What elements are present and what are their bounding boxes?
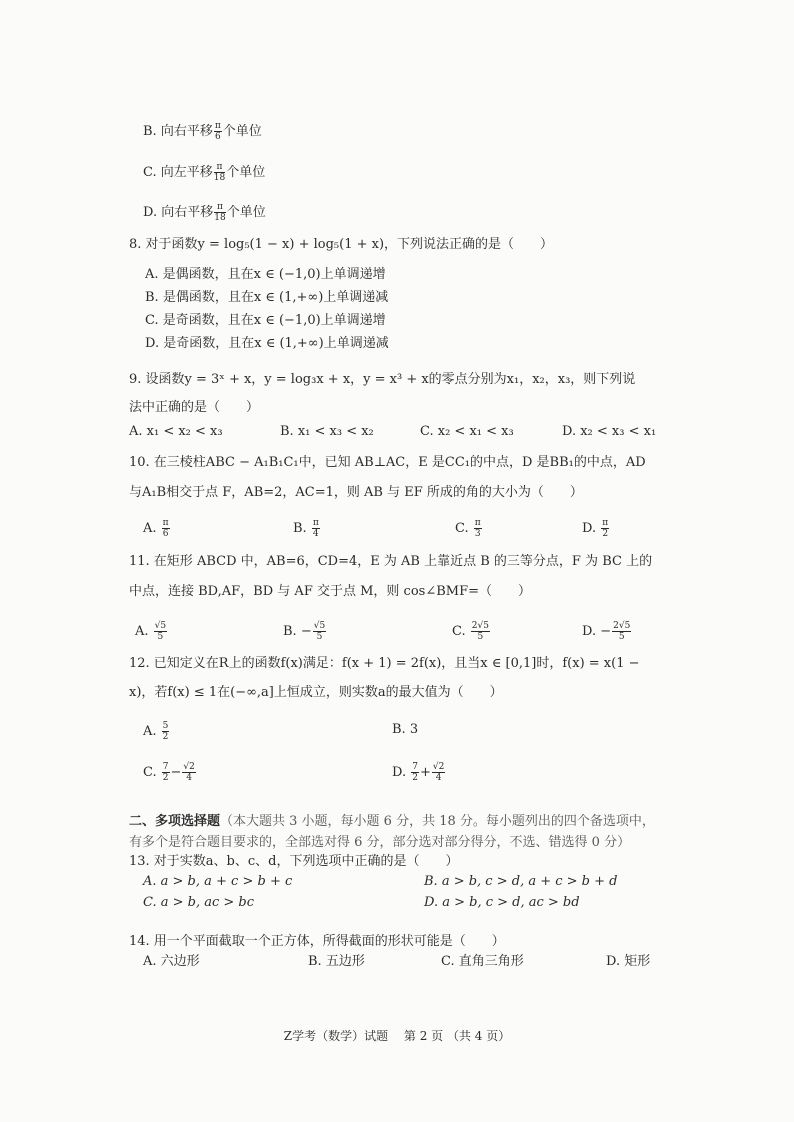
denominator: 5 (618, 632, 625, 642)
q9-option-b: B. x₁ < x₃ < x₂ (280, 424, 374, 439)
option-label: B. (143, 124, 157, 139)
denominator: 5 (157, 632, 164, 642)
fraction (162, 721, 170, 742)
page-footer: Z学考（数学）试题 第 2 页 （共 4 页） (283, 1029, 511, 1043)
denominator: 2 (162, 773, 169, 783)
fraction (601, 518, 609, 539)
denominator: 6 (162, 529, 169, 539)
denominator: 4 (312, 529, 319, 539)
q8-stem: 8. 对于函数y = log₅(1 − x) + log₅(1 + x)，下列说法正确的是（ ） (129, 237, 554, 252)
q9-option-a: A. x₁ < x₂ < x₃ (129, 424, 223, 439)
option-label: A. (143, 724, 157, 739)
numerator: π (214, 162, 225, 173)
option-text: 个单位 (226, 205, 266, 220)
q13-stem: 13. 对于实数a、b、c、d，下列选项中正确的是（ ） (129, 854, 459, 869)
section-description: （本大题共 3 小题，每小题 6 分，共 18 分。每小题列出的四个备选项中， (220, 814, 655, 829)
q14-option-c: C. 直角三角形 (441, 954, 524, 969)
denominator: 5 (477, 632, 484, 642)
numerator: π (162, 518, 169, 528)
q8-option-b: B. 是偶函数，且在x ∈ (1,+∞)上单调递减 (145, 290, 389, 305)
option-label: D. (392, 765, 407, 780)
fraction (313, 621, 326, 642)
denominator: 18 (213, 173, 226, 183)
q12-option-b: B. 3 (392, 722, 419, 737)
numerator: 7 (162, 762, 169, 772)
q12-option-d (392, 762, 446, 783)
q7-option-d (143, 202, 266, 223)
q11-stem-line1: 11. 在矩形 ABCD 中，AB=6，CD=4，E 为 AB 上靠近点 B 的三等分点，F 为 BC 上的 (129, 554, 653, 569)
fraction (312, 518, 320, 539)
sign: − (600, 624, 612, 639)
option-label: D. (582, 521, 597, 536)
denominator: 2 (162, 732, 169, 742)
fraction (432, 762, 445, 783)
q14-option-b: B. 五边形 (308, 954, 365, 969)
fraction (474, 518, 482, 539)
q11-option-b (283, 621, 327, 642)
denominator: 3 (474, 529, 481, 539)
fraction (162, 762, 170, 783)
q10-option-c (455, 518, 483, 539)
denominator: 2 (412, 773, 418, 783)
numerator: π (214, 121, 221, 131)
fraction (612, 621, 631, 642)
option-text: 向右平移 (160, 124, 213, 139)
q8-option-a: A. 是偶函数，且在x ∈ (−1,0)上单调递增 (145, 267, 386, 282)
numerator: π (602, 518, 609, 528)
operator: − (170, 765, 182, 780)
q11-option-d (582, 621, 632, 642)
q12-stem-line1: 12. 已知定义在R上的函数f(x)满足：f(x + 1) = 2f(x)，且当x ∈ [0,1]时，f(x) = x(1 − (129, 656, 640, 671)
denominator: 2 (602, 529, 609, 539)
q10-stem-line2: 与A₁B相交于点 F，AB=2，AC=1，则 AB 与 EF 所成的角的大小为（ ） (129, 485, 583, 500)
numerator: √2 (183, 762, 195, 772)
q14-stem: 14. 用一个平面截取一个正方体，所得截面的形状可能是（ ） (129, 934, 505, 949)
q9-option-d: D. x₂ < x₃ < x₁ (562, 424, 657, 439)
numerator: √2 (432, 762, 445, 772)
q12-stem-line2: x)，若f(x) ≤ 1在(−∞,a]上恒成立，则实数a的最大值为（ ） (129, 685, 503, 700)
q13-option-a: A. a > b, a + c > b + c (143, 874, 293, 889)
numerator: 2√5 (471, 621, 489, 631)
section2-header (129, 813, 655, 831)
q12-option-a (143, 721, 170, 742)
q14-option-d: D. 矩形 (606, 954, 651, 969)
fraction (214, 121, 222, 142)
denominator: 6 (214, 132, 221, 142)
option-text: 向左平移 (160, 165, 213, 180)
numerator: π (312, 518, 319, 528)
fraction (471, 621, 490, 642)
numerator: 2√5 (613, 621, 631, 631)
option-label: C. (452, 624, 466, 639)
option-label: D. (582, 624, 597, 639)
q13-option-d: D. a > b, c > d, ac > bd (424, 895, 580, 910)
option-label: A. (143, 521, 157, 536)
fraction (411, 762, 419, 783)
section-heading: 二、多项选择题 (129, 814, 221, 829)
numerator: √5 (154, 621, 167, 631)
option-label: C. (143, 165, 157, 180)
q7-option-c (143, 162, 265, 183)
numerator: π (474, 518, 481, 528)
q9-stem-line1: 9. 设函数y = 3ˣ + x，y = log₃x + x，y = x³ + x的零点分别为x₁，x₂，x₃，则下列说 (129, 372, 636, 387)
fraction (214, 162, 225, 183)
q11-option-a (135, 621, 168, 642)
fraction (214, 202, 225, 223)
q11-stem-line2: 中点，连接 BD,AF，BD 与 AF 交于点 M，则 cos∠BMF=（ ） (129, 584, 531, 599)
q9-stem-line2: 法中正确的是（ ） (129, 400, 260, 415)
section2-description-line2: 有多个是符合题目要求的，全部选对得 6 分，部分选对部分得分，不选、错选得 0 分） (129, 835, 631, 850)
fraction (154, 621, 167, 642)
q11-option-c (452, 621, 491, 642)
option-label: C. (455, 521, 469, 536)
q10-option-a (143, 518, 171, 539)
denominator: 4 (186, 773, 192, 783)
denominator: 4 (435, 773, 442, 783)
q10-option-d (582, 518, 610, 539)
q10-option-b (293, 518, 321, 539)
fraction (182, 762, 195, 783)
q13-option-c: C. a > b, ac > bc (143, 895, 255, 910)
q13-option-b: B. a > b, c > d, a + c > b + d (424, 874, 618, 889)
option-text: 向右平移 (161, 205, 214, 220)
operator: + (419, 765, 431, 780)
fraction (162, 518, 170, 539)
numerator: 7 (412, 762, 418, 772)
option-label: C. (143, 765, 157, 780)
q9-option-c: C. x₂ < x₁ < x₃ (420, 424, 514, 439)
q12-option-c (143, 762, 197, 783)
option-text: 个单位 (226, 165, 266, 180)
q14-option-a: A. 六边形 (143, 954, 200, 969)
q8-option-d: D. 是奇函数，且在x ∈ (1,+∞)上单调递减 (145, 336, 389, 351)
numerator: √5 (313, 621, 326, 631)
numerator: π (214, 202, 225, 213)
q7-option-b (143, 121, 262, 142)
option-text: 个单位 (222, 124, 262, 139)
sign: − (300, 624, 312, 639)
denominator: 5 (316, 632, 323, 642)
option-label: B. (293, 521, 307, 536)
denominator: 18 (214, 213, 226, 223)
option-label: A. (135, 624, 149, 639)
numerator: 5 (162, 721, 169, 731)
q8-option-c: C. 是奇函数，且在x ∈ (−1,0)上单调递增 (145, 313, 386, 328)
option-label: D. (143, 205, 158, 220)
q10-stem-line1: 10. 在三棱柱ABC − A₁B₁C₁中，已知 AB⊥AC，E 是CC₁的中点，D 是BB₁的中点，AD (129, 455, 646, 470)
option-label: B. (283, 624, 297, 639)
